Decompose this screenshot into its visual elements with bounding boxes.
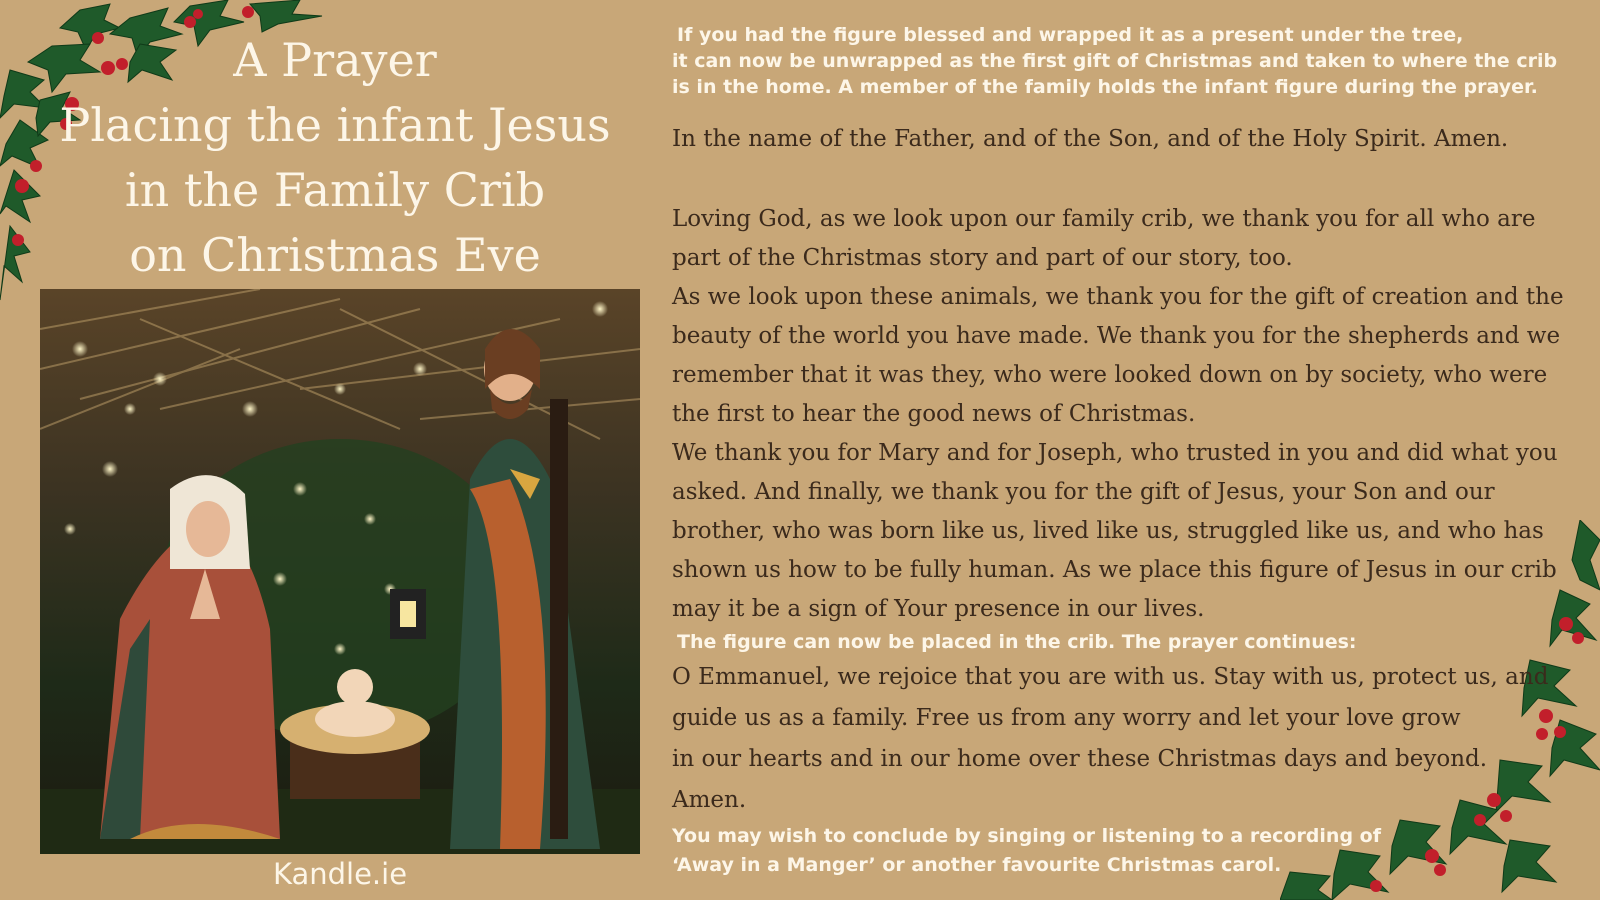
middle-instruction-text: The figure can now be placed in the crib. The prayer continues:: [677, 631, 1357, 653]
title-line-1: A Prayer: [233, 33, 437, 87]
title-line-4: on Christmas Eve: [129, 228, 541, 282]
prayer-line: shown us how to be fully human. As we place this figure of Jesus in our crib: [672, 557, 1557, 583]
closing-line: Amen.: [672, 787, 747, 813]
page-title: [40, 28, 630, 288]
closing-line: guide us as a family. Free us from any worry and let your love grow: [672, 705, 1461, 731]
title-line-2: Placing the infant Jesus: [59, 98, 611, 152]
prayer-line: As we look upon these animals, we thank you for the gift of creation and the: [672, 284, 1564, 310]
middle-instruction: [672, 629, 1357, 655]
prayer-line: brother, who was born like us, lived like us, struggled like us, and who has: [672, 518, 1544, 544]
intro-instruction-line-3: is in the home. A member of the family holds the infant figure during the prayer.: [672, 76, 1538, 98]
prayer-line: may it be a sign of Your presence in our lives.: [672, 596, 1205, 622]
prayer-line: part of the Christmas story and part of our story, too.: [672, 245, 1293, 271]
opening-invocation: In the name of the Father, and of the Son, and of the Holy Spirit. Amen.: [672, 126, 1509, 152]
final-instruction-line-1: You may wish to conclude by singing or listening to a recording of: [672, 825, 1381, 847]
prayer-line: the first to hear the good news of Christmas.: [672, 401, 1196, 427]
prayer-line: We thank you for Mary and for Joseph, who trusted in you and did what you: [672, 440, 1558, 466]
final-instruction-line-2: ‘Away in a Manger’ or another favourite Christmas carol.: [672, 854, 1282, 876]
closing-line: O Emmanuel, we rejoice that you are with us. Stay with us, protect us, and: [672, 664, 1549, 690]
nativity-photo: [40, 289, 640, 854]
prayer-line: asked. And finally, we thank you for the gift of Jesus, your Son and our: [672, 479, 1495, 505]
prayer-line: remember that it was they, who were looked down on by society, who were: [672, 362, 1548, 388]
prayer-line: beauty of the world you have made. We thank you for the shepherds and we: [672, 323, 1561, 349]
prayer-line: Loving God, as we look upon our family crib, we thank you for all who are: [672, 206, 1536, 232]
title-line-3: in the Family Crib: [124, 163, 546, 217]
site-credit: Kandle.ie: [272, 857, 408, 891]
intro-instruction-line-1: If you had the figure blessed and wrapped it as a present under the tree,: [677, 24, 1464, 46]
closing-line: in our hearts and in our home over these Christmas days and beyond.: [672, 746, 1488, 772]
closing-prayer: [672, 657, 1548, 821]
prayer-body: [672, 200, 1564, 629]
intro-instruction-line-2: it can now be unwrapped as the first gift of Christmas and taken to where the crib: [672, 50, 1558, 72]
intro-instruction: [672, 22, 1557, 100]
final-instruction: [672, 822, 1381, 880]
